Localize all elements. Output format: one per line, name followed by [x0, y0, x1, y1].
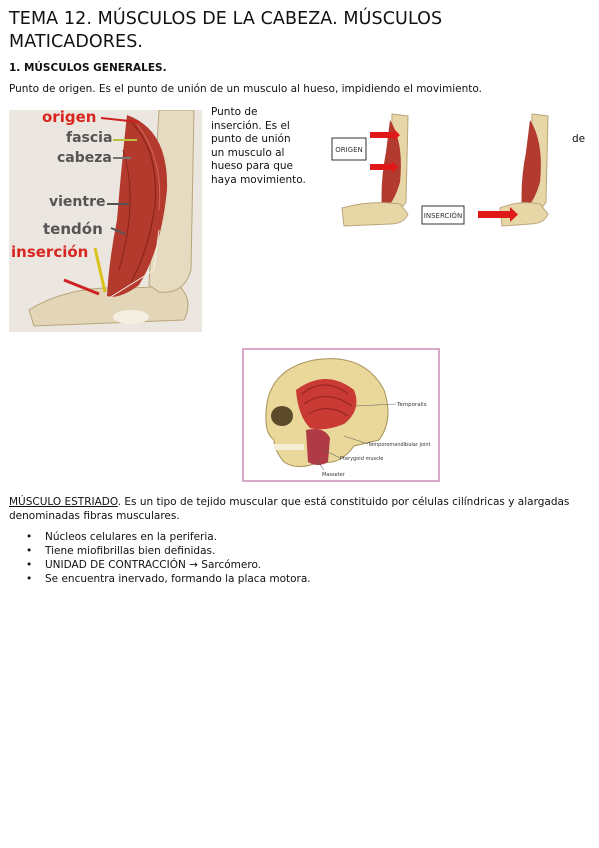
origin-diagram	[330, 112, 410, 232]
list-item: • Núcleos celulares en la periferia.	[26, 530, 311, 544]
arm-label-cabeza: cabeza	[57, 150, 112, 166]
skull-label-tmj: Temporomandibular joint	[368, 442, 431, 448]
list-item: • UNIDAD DE CONTRACCIÓN → Sarcómero.	[26, 558, 311, 572]
arm-label-vientre: vientre	[49, 194, 106, 210]
arm-label-insercion: inserción	[11, 243, 89, 261]
skull-label-masseter: Masseter	[322, 472, 345, 478]
small-label-origen: ORIGEN	[335, 146, 363, 154]
feature-list	[26, 530, 311, 586]
arm-label-fascia: fascia	[66, 130, 113, 146]
skull-muscle-image	[242, 348, 440, 482]
trailing-word: de	[572, 133, 586, 145]
list-item: • Tiene miofibrillas bien definidas.	[26, 544, 311, 558]
arm-label-origen: origen	[42, 110, 97, 126]
arm-label-tendon: tendón	[43, 220, 103, 238]
small-label-insercion: INSERCIÓN	[423, 212, 463, 220]
insertion-paragraph: Punto de inserción. Es el punto de unión un musculo al hueso para que haya movimiento.	[211, 106, 306, 186]
striated-definition: . Es un tipo de tejido muscular que está constituido por células cilíndricas y alargadas denominadas fibras musculares.	[9, 496, 570, 522]
insertion-diagram	[420, 112, 550, 232]
striated-term: MÚSCULO ESTRIADO	[9, 496, 118, 508]
origin-paragraph: Punto de origen. Es el punto de unión de un musculo al hueso, impidiendo el movimiento.	[9, 83, 482, 95]
list-item: • Se encuentra inervado, formando la placa motora.	[26, 572, 311, 586]
striated-paragraph	[9, 495, 589, 523]
section-heading: 1. MÚSCULOS GENERALES.	[9, 62, 167, 74]
page-title: TEMA 12. MÚSCULOS DE LA CABEZA. MÚSCULOS MATICADORES.	[9, 9, 443, 52]
skull-label-pterygoid: Pterygoid muscle	[340, 456, 384, 462]
skull-label-temporalis: Temporalis	[397, 402, 427, 408]
arm-muscle-image	[9, 110, 202, 332]
